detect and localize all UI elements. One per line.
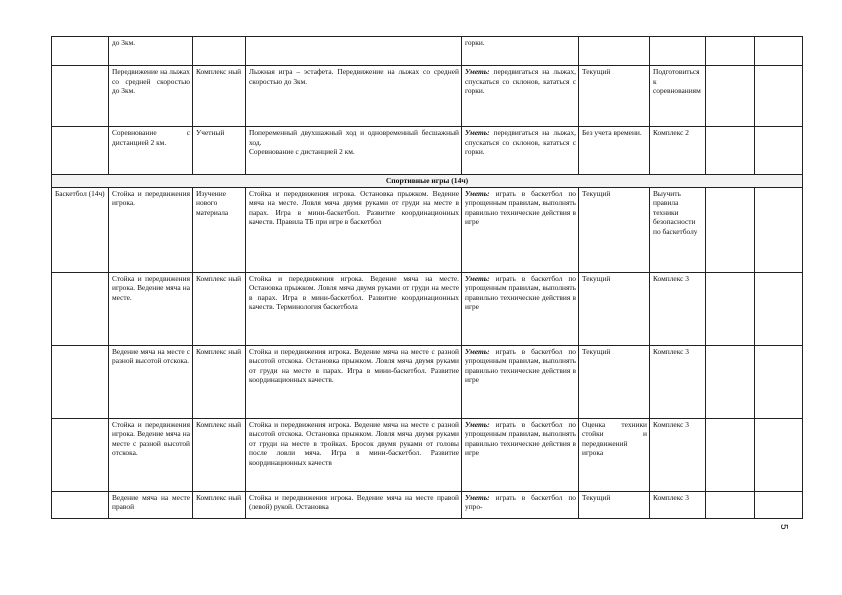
lesson-plan-table	[51, 36, 803, 519]
cell-date-fact	[755, 418, 803, 491]
cell-lesson-type: Учетный	[193, 127, 246, 175]
cell-section	[52, 127, 109, 175]
cell-control: Текущий	[579, 272, 650, 345]
cell-control: Оценка техники стойки и передвижений игрока	[579, 418, 650, 491]
cell-requirements	[462, 491, 579, 518]
requirements-text: играть в баскетбол по упрощенным правилам, выполнять правильно технические действия в игре	[465, 273, 576, 312]
cell-control: Текущий	[579, 187, 650, 272]
page-number: 5	[778, 524, 789, 530]
requirements-text: передвигаться на лыжах, спускаться со склонов, кататься с горки.	[465, 67, 576, 96]
table-row	[52, 187, 803, 272]
cell-date-plan	[706, 345, 755, 418]
table-row	[52, 418, 803, 491]
cell-lesson-type	[193, 37, 246, 66]
cell-requirements	[462, 418, 579, 491]
requirements-label: Уметь:	[465, 419, 490, 429]
requirements-text: играть в баскетбол по упрощенным правилам, выполнять правильно технические действия в игре	[465, 419, 576, 458]
cell-section: Баскетбол (14ч)	[52, 187, 109, 272]
cell-homework: Комплекс 3	[650, 345, 706, 418]
cell-requirements	[462, 66, 579, 127]
cell-control: Без учета времени.	[579, 127, 650, 175]
cell-homework: Комплекс 2	[650, 127, 706, 175]
cell-date-plan	[706, 127, 755, 175]
requirements-label: Уметь:	[465, 188, 490, 198]
cell-date-plan	[706, 491, 755, 518]
cell-section	[52, 66, 109, 127]
cell-requirements	[462, 187, 579, 272]
table-row	[52, 272, 803, 345]
table-row	[52, 37, 803, 66]
cell-topic: до 3км.	[109, 37, 193, 66]
cell-content: Стойка и передвижения игрока. Ведение мяча на месте правой (левой) рукой. Остановка	[246, 491, 462, 518]
cell-content: Попеременный двухшажный ход и одновременный бесшажный ход. Соревнование с дистанцией 2 км.	[246, 127, 462, 175]
cell-topic: Соревнование с дистанцией 2 км.	[109, 127, 193, 175]
cell-date-fact	[755, 66, 803, 127]
cell-requirements: горки.	[462, 37, 579, 66]
cell-control	[579, 37, 650, 66]
requirements-text: играть в баскетбол по упрощенным правилам, выполнять правильно технические действия в игре	[465, 346, 576, 385]
cell-content	[246, 37, 462, 66]
cell-section	[52, 491, 109, 518]
cell-topic: Ведение мяча на месте правой	[109, 491, 193, 518]
cell-lesson-type: Комплекс ный	[193, 491, 246, 518]
cell-lesson-type: Комплекс ный	[193, 418, 246, 491]
requirements-label: Уметь:	[465, 273, 490, 283]
cell-lesson-type: Изучение нового материала	[193, 187, 246, 272]
cell-topic: Передвижение на лыжах со средней скоростью до 3км.	[109, 66, 193, 127]
cell-section	[52, 272, 109, 345]
cell-date-fact	[755, 37, 803, 66]
cell-homework: Комплекс 3	[650, 272, 706, 345]
requirements-text: играть в баскетбол по упро-	[465, 492, 576, 512]
requirements-label: Уметь:	[465, 67, 490, 76]
cell-requirements	[462, 345, 579, 418]
cell-section	[52, 345, 109, 418]
cell-date-plan	[706, 418, 755, 491]
cell-requirements	[462, 272, 579, 345]
cell-date-fact	[755, 491, 803, 518]
cell-topic: Стойка и передвижения игрока.	[109, 187, 193, 272]
cell-topic: Стойка и передвижения игрока. Ведение мяча на месте.	[109, 272, 193, 345]
cell-homework: Комплекс 3	[650, 491, 706, 518]
cell-date-fact	[755, 272, 803, 345]
cell-topic: Ведение мяча на месте с разной высотой отскока.	[109, 345, 193, 418]
cell-control: Текущий	[579, 345, 650, 418]
cell-homework	[650, 37, 706, 66]
section-header-row	[52, 175, 803, 188]
cell-date-fact	[755, 345, 803, 418]
cell-section	[52, 37, 109, 66]
cell-content: Лыжная игра – эстафета. Передвижение на лыжах со средней скоростью до 3км.	[246, 66, 462, 127]
cell-date-plan	[706, 66, 755, 127]
requirements-text: передвигаться на лыжах, спускаться со склонов, кататься с горки.	[465, 128, 576, 157]
table-row	[52, 66, 803, 127]
cell-lesson-type: Комплекс ный	[193, 66, 246, 127]
cell-date-fact	[755, 127, 803, 175]
cell-control: Текущий	[579, 66, 650, 127]
table-row	[52, 127, 803, 175]
section-title: Спортивные игры (14ч)	[52, 175, 803, 188]
cell-requirements	[462, 127, 579, 175]
lesson-plan-table-wrapper	[51, 36, 803, 519]
cell-date-fact	[755, 187, 803, 272]
cell-homework: Выучить правила техники безопасности по баскетболу	[650, 187, 706, 272]
table-row	[52, 491, 803, 518]
cell-topic: Стойка и передвижения игрока. Ведение мяча на месте с разной высотой отскока.	[109, 418, 193, 491]
requirements-label: Уметь:	[465, 492, 490, 502]
requirements-label: Уметь:	[465, 128, 490, 137]
cell-section	[52, 418, 109, 491]
cell-content: Стойка и передвижения игрока. Ведение мяча на месте. Остановка прыжком. Ловля мяча двумя руками от груди на месте в парах. Игра в мини-баскетбол. Развитие координационных качеств. Терминология баскетбола	[246, 272, 462, 345]
cell-homework: Подготовиться к соревнованиям	[650, 66, 706, 127]
cell-content: Стойка и передвижения игрока. Ведение мяча на месте с разной высотой отскока. Остановка прыжком. Ловля мяча двумя руками от груди на месте в парах. Игра в мини-баскетбол. Развитие координационных качеств.	[246, 345, 462, 418]
cell-control: Текущий	[579, 491, 650, 518]
table-row	[52, 345, 803, 418]
requirements-label: Уметь:	[465, 346, 490, 356]
cell-date-plan	[706, 37, 755, 66]
requirements-text: играть в баскетбол по упрощенным правилам, выполнять правильно технические действия в игре	[465, 188, 576, 227]
cell-date-plan	[706, 187, 755, 272]
cell-lesson-type: Комплекс ный	[193, 272, 246, 345]
cell-lesson-type: Комплекс ный	[193, 345, 246, 418]
cell-date-plan	[706, 272, 755, 345]
cell-content: Стойка и передвижения игрока. Остановка прыжком. Ведение мяча на месте. Ловля мяча двумя руками от груди на месте в парах. Игра в мини-баскетбол. Развитие координационных качеств. Правила ТБ при игре в баскетбол	[246, 187, 462, 272]
cell-homework: Комплекс 3	[650, 418, 706, 491]
cell-content: Стойка и передвижения игрока. Ведение мяча на месте с разной высотой отскока. Остановка прыжком. Ловля мяча двумя руками от груди на месте в тройках. Бросок двумя руками от головы после ловли мяча. Игра в мини-баскетбол. Развитие координационных качеств	[246, 418, 462, 491]
